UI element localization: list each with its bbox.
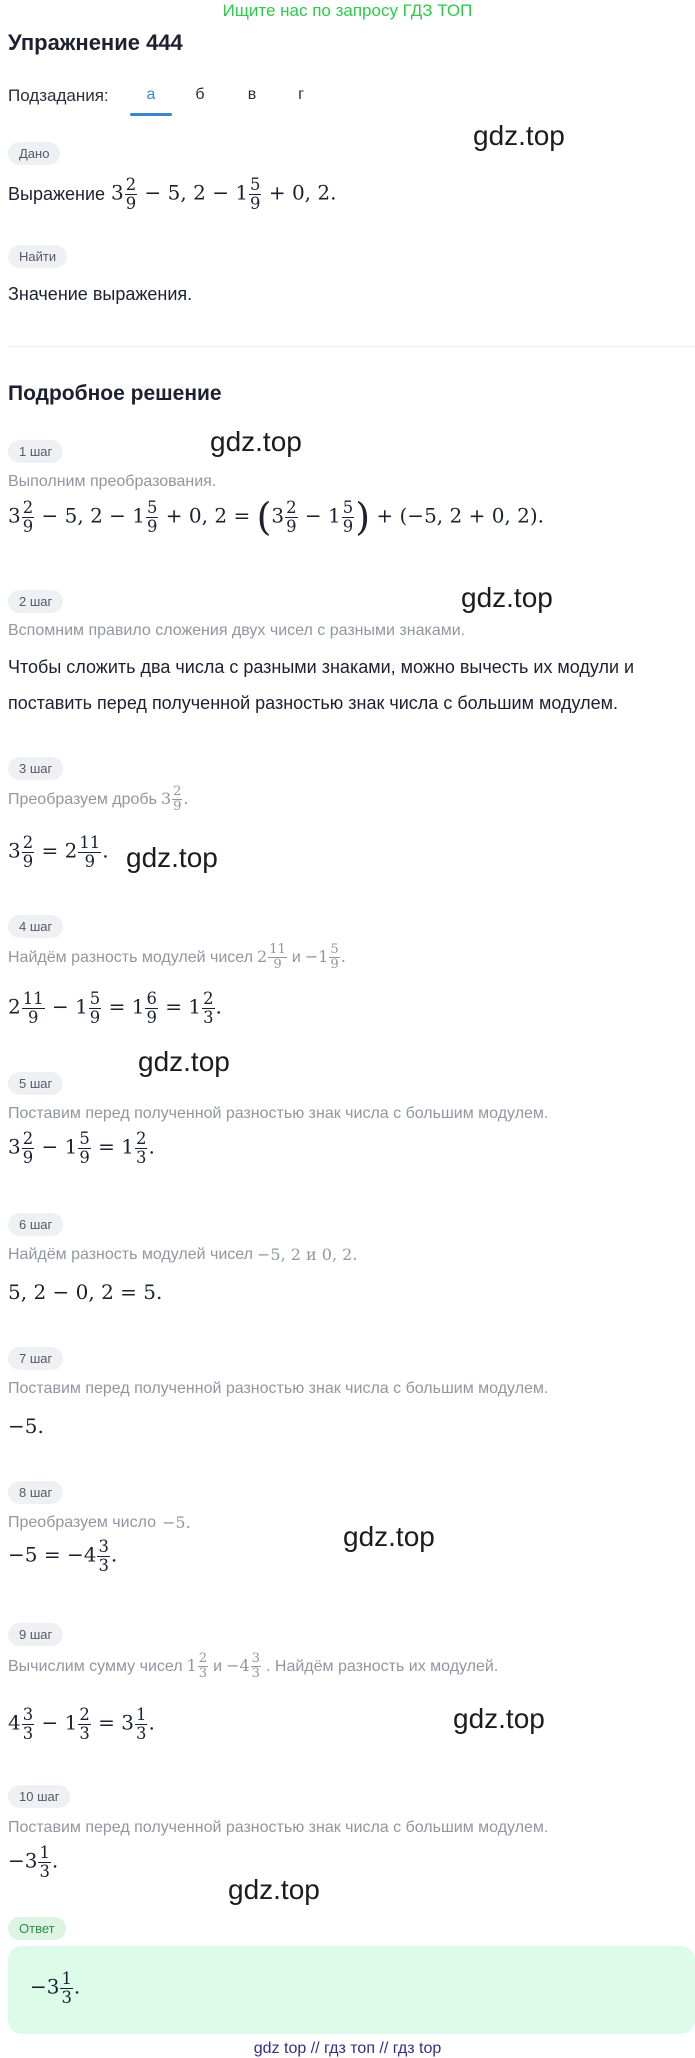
answer-chip: Ответ [8,1917,66,1940]
promo-banner[interactable]: Ищите нас по запросу ГДЗ ТОП [222,1,473,20]
step-4-line: Найдём разность модулей чисел 2 $\frac{11}{9}$ и −1 $\frac{5}{9}$ . [8,942,346,973]
solution-title: Подробное решение [8,382,222,405]
watermark: gdz.top [228,1874,320,1905]
given-expression: 3 $\frac{2}{9}$ − 5, 2 − 1 $\frac{5}{9}$ + 0, 2. [111,175,337,213]
step-8-chip: 8 шаг [8,1481,63,1504]
step-7-math: −5. [8,1414,44,1438]
watermark: gdz.top [343,1521,435,1552]
step-1-text: Выполним преобразования. [8,473,217,490]
subtasks-label: Подзадания: [8,86,109,105]
active-tab-indicator [130,113,172,116]
step-9-line: Вычислим сумму чисел 1 $\frac{2}{3}$ и −4 $\frac{3}{3}$ . Найдём разность их модулей. [8,1651,499,1682]
watermark: gdz.top [210,426,302,457]
find-chip: Найти [8,245,67,268]
find-text: Значение выражения. [8,284,193,304]
step-2-text: Вспомним правило сложения двух чисел с разными знаками. [8,622,466,639]
tab-a[interactable]: а [146,86,156,103]
step-7-text: Поставим перед полученной разностью знак числа с большим модулем. [8,1380,549,1397]
step-10-text: Поставим перед полученной разностью знак числа с большим модулем. [8,1819,549,1836]
answer-math: −3 $\frac{1}{3}$ . [30,1969,81,2007]
step-4-math: 2 $\frac{11}{9}$ − 1 $\frac{5}{9}$ = 1 $\frac{6}{9}$ = 1 $\frac{2}{3}$ . [8,989,222,1027]
watermark: gdz.top [126,842,218,873]
step-8-line: Преобразуем число −5. [8,1513,191,1532]
given-line: Выражение 3 $\frac{2}{9}$ − 5, 2 − 1 $\frac{5}{9}$ + 0, 2. [8,175,337,213]
divider [8,346,695,347]
answer-box [8,1946,695,2034]
watermark: gdz.top [453,1703,545,1734]
tab-v[interactable]: в [247,86,257,103]
step-5-text: Поставим перед полученной разностью знак числа с большим модулем. [8,1105,549,1122]
step-8-math: −5 = −4 $\frac{3}{3}$ . [8,1537,118,1575]
tab-b[interactable]: б [195,86,205,103]
tab-g[interactable]: г [298,86,304,103]
step-2-chip: 2 шаг [8,590,63,613]
step-7-chip: 7 шаг [8,1347,63,1370]
step-1-math: 3 $\frac{2}{9}$ − 5, 2 − 1 $\frac{5}{9}$ + 0, 2 = (3 $\frac{2}{9}$ − 1 $\frac{5}{9}$ ) + (−5, 2 + 0, 2). [8,495,545,539]
step-3-math: 3 $\frac{2}{9}$ = 2 $\frac{11}{9}$ . [8,833,109,871]
step-5-chip: 5 шаг [8,1072,63,1095]
step-6-chip: 6 шаг [8,1213,63,1236]
watermark: gdz.top [461,582,553,613]
step-6-math: 5, 2 − 0, 2 = 5. [8,1280,163,1304]
page-title: Упражнение 444 [8,30,183,55]
watermark: gdz.top [473,120,565,151]
step-1-chip: 1 шаг [8,440,63,463]
step-10-chip: 10 шаг [8,1785,70,1808]
footer-links[interactable]: gdz top // гдз топ // гдз top [253,2040,442,2057]
step-5-math: 3 $\frac{2}{9}$ − 1 $\frac{5}{9}$ = 1 $\frac{2}{3}$ . [8,1129,155,1167]
step-4-chip: 4 шаг [8,915,63,938]
step-9-math: 4 $\frac{3}{3}$ − 1 $\frac{2}{3}$ = 3 $\frac{1}{3}$ . [8,1705,155,1743]
step-9-chip: 9 шаг [8,1623,63,1646]
watermark: gdz.top [138,1046,230,1077]
step-6-line: Найдём разность модулей чисел −5, 2 и 0, 2. [8,1245,358,1264]
step-3-chip: 3 шаг [8,757,63,780]
rule-line-1: Чтобы сложить два числа с разными знаками, можно вычесть их модули и [8,657,635,677]
given-chip: Дано [8,142,60,165]
step-10-math: −3 $\frac{1}{3}$ . [8,1843,59,1881]
step-3-line: Преобразуем дробь 3 $\frac{2}{9}$ . [8,784,189,815]
rule-line-2: поставить перед полученной разностью знак числа с большим модулем. [8,693,618,713]
